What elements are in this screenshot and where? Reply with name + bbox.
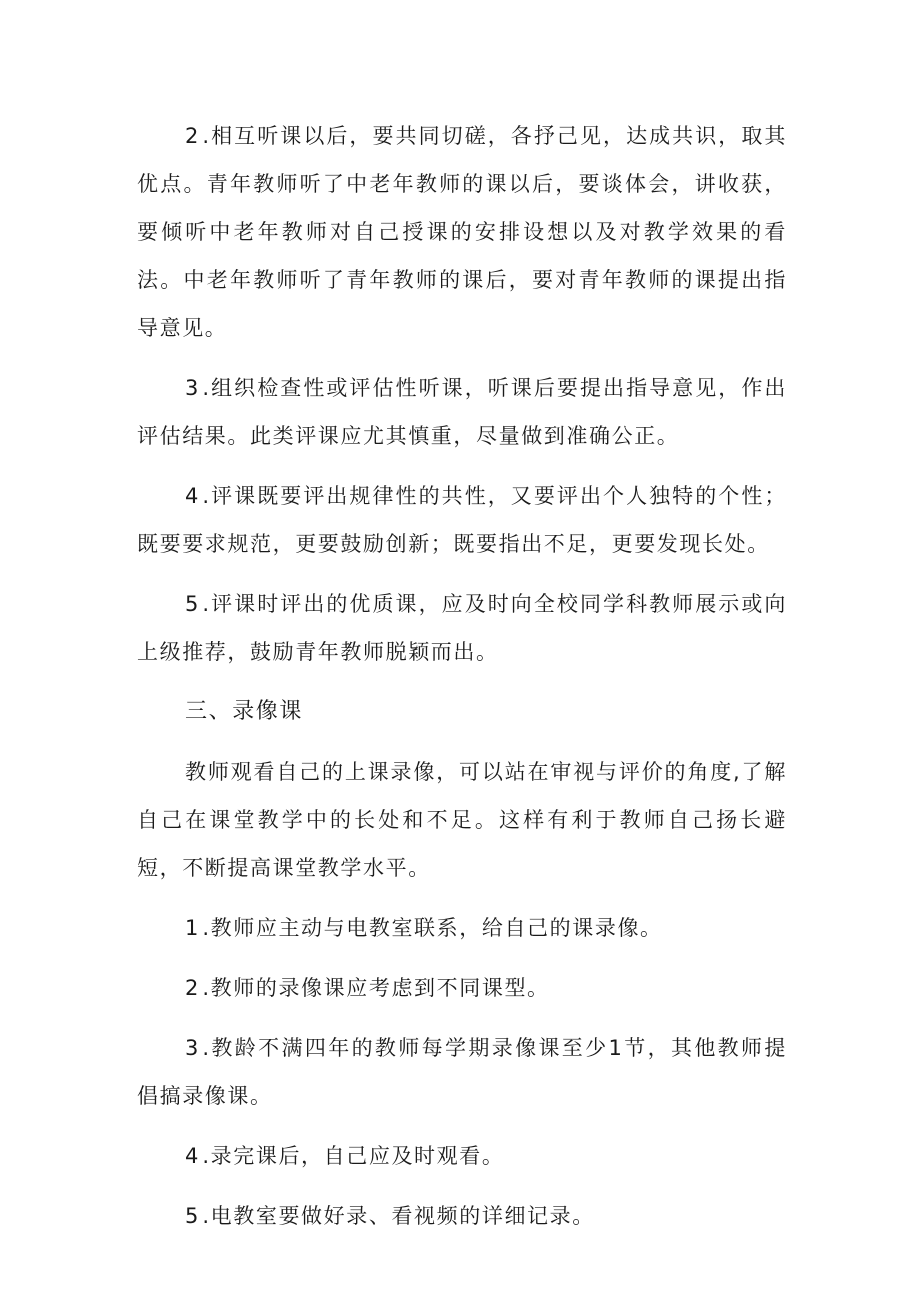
paragraph-number: 3 [185, 376, 203, 400]
list-item-2 [137, 964, 787, 1012]
item-text: .教师应主动与电教室联系，给自己的课录像。 [202, 916, 663, 940]
list-item-5 [137, 1192, 787, 1240]
paragraph-text: .评课时评出的优质课，应及时向全校同学科教师展示或向上级推荐，鼓励青年教师脱颖而出。 [137, 592, 787, 664]
paragraph-3 [137, 364, 787, 460]
list-item-1 [137, 904, 787, 952]
section-intro: 教师观看自己的上课录像，可以站在审视与评价的角度,了解自己在课堂教学中的长处和不足。这样有利于教师自己扬长避短，不断提高课堂教学水平。 [137, 760, 787, 880]
list-item-3 [137, 1024, 787, 1120]
section-heading: 三、录像课 [185, 699, 304, 724]
paragraph-2 [137, 112, 787, 352]
paragraph-4 [137, 472, 787, 568]
item-number: 5 [185, 1204, 203, 1228]
paragraph-text: .相互听课以后，要共同切磋，各抒己见，达成共识，取其优点。青年教师听了中老年教师的课以后，要谈体会，讲收获，要倾听中老年教师对自己授课的安排设想以及对教学效果的看法。中老年教师听了青年教师的课后，要对青年教师的课提出指导意见。 [137, 124, 787, 340]
item-text: .电教室要做好录、看视频的详细记录。 [202, 1204, 595, 1228]
item-number: 1 [185, 916, 203, 940]
paragraph-text: .组织检查性或评估性听课，听课后要提出指导意见，作出评估结果。此类评课应尤其慎重，尽量做到准确公正。 [137, 376, 787, 448]
list-item-4 [137, 1132, 787, 1180]
paragraph-number: 5 [185, 592, 203, 616]
item-number: 2 [185, 976, 203, 1000]
paragraph-text: .评课既要评出规律性的共性，又要评出个人独特的个性；既要要求规范，更要鼓励创新；既要指出不足，更要发现长处。 [137, 484, 787, 556]
item-text: .录完课后，自己应及时观看。 [202, 1144, 505, 1168]
paragraph-5 [137, 580, 787, 676]
document-body [137, 112, 787, 1240]
item-text: .教师的录像课应考虑到不同课型。 [202, 976, 550, 1000]
item-text: .教龄不满四年的教师每学期录像课至少1节，其他教师提倡搞录像课。 [137, 1036, 787, 1108]
paragraph-number: 2 [185, 124, 203, 148]
paragraph-number: 4 [185, 484, 203, 508]
item-number: 4 [185, 1144, 203, 1168]
item-number: 3 [185, 1036, 203, 1060]
